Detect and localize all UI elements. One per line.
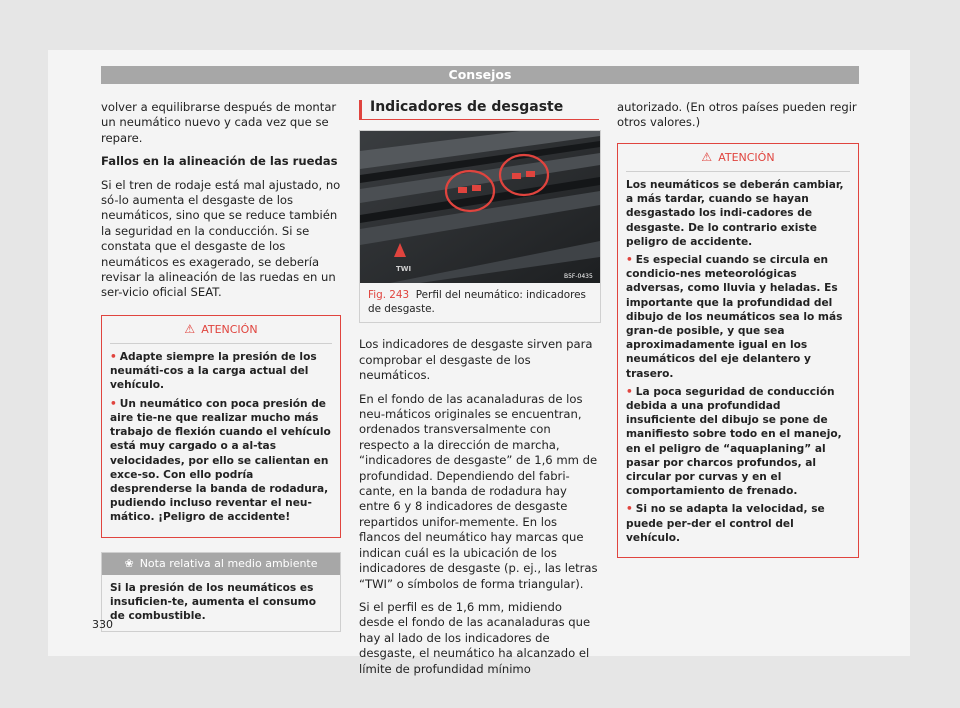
warning-item: • Un neumático con poca presión de aire tie-ne que realizar mucho más trabajo de flexión cuando el vehículo está muy cargado o a al-tas velocidades, por ello se calientan en exce-so. Con ello podría desprenderse la banda de rodadura, pudiendo incluso reventar el neu-mático. ¡Peligro de accidente! <box>110 397 331 524</box>
figure-caption: Fig. 243 Perfil del neumático: indicadores de desgaste. <box>368 289 586 315</box>
warning-item: Los neumáticos se deberán cambiar, a más tardar, cuando se hayan desgastado los indi-cadores de desgaste. De lo contrario existe peligro de accidente. <box>626 179 844 248</box>
column-right <box>617 100 859 558</box>
paragraph: En el fondo de las acanaladuras de los neu-máticos originales se encuentran, ordenados transversalmente con respecto a la dirección de marcha, “indicadores de desgaste” de 1,6 mm de profundidad. Dependiendo del fabri-cante, en la banda de rodadura hay entre 6 y 8 indicadores de desgaste repartidos unifor-memente. En los flancos del neumático hay marcas que indican cuál es la ubicación de los indicadores de desgaste (p. ej., las letras “TWI” o símbolos de forma triangular). <box>359 391 598 591</box>
warning-box <box>617 143 859 558</box>
warning-title: ⚠ ATENCIÓN <box>110 316 332 344</box>
warning-item: • Si no se adapta la velocidad, se puede per-der el control del vehículo. <box>626 503 825 544</box>
column-left <box>101 100 341 632</box>
warning-item: • La poca seguridad de conducción debida a una profundidad insuficiente del dibujo se pone de manifiesto sobre todo en el manejo, en el peligro de “aquaplaning” al pasar por charcos profundos, al circular por curvas y en el comportamiento de frenado. <box>626 385 842 498</box>
environment-note-title: ❀ Nota relativa al medio ambiente <box>102 553 340 575</box>
page-number: 330 <box>92 618 113 631</box>
warning-triangle-icon: ⚠ <box>701 149 713 164</box>
twi-mark: TWI <box>396 265 412 274</box>
warning-item: • Adapte siempre la presión de los neumáti-cos a la carga actual del vehículo. <box>110 351 317 392</box>
paragraph: Los indicadores de desgaste sirven para comprobar el desgaste de los neumáticos. <box>359 337 593 383</box>
leaf-icon: ❀ <box>124 556 134 570</box>
paragraph: Si el perfil es de 1,6 mm, midiendo desde el fondo de las acanaladuras que hay al lado de los indicadores de desgaste, el neumático ha alcanzado el límite de profundidad mínimo <box>359 599 591 676</box>
section-heading: Indicadores de desgaste <box>359 100 599 120</box>
warning-item: • Es especial cuando se circula en condicio-nes meteorológicas adversas, como lluvia y heladas. Es importante que la profundidad del dibujo de los neumáticos sea lo más gran-de posible, y que sea aproximadamente igual en los neumáticos del eje delantero y trasero. <box>626 254 843 380</box>
warning-box <box>101 315 341 538</box>
figure <box>359 130 601 323</box>
subheading: Fallos en la alineación de las ruedas <box>101 154 338 169</box>
figure-code: B5F-0435 <box>564 273 593 281</box>
intro-text: autorizado. (En otros países pueden regir otros valores.) <box>617 100 857 130</box>
environment-note-box <box>101 552 341 633</box>
intro-text: volver a equilibrarse después de montar un neumático nuevo y cada vez que se repare. <box>101 100 337 145</box>
warning-title: ⚠ ATENCIÓN <box>626 144 850 172</box>
section-header: Consejos <box>101 66 859 84</box>
paragraph: Si el tren de rodaje está mal ajustado, no só-lo aumenta el desgaste de los neumáticos, sino que se reduce también la seguridad en la conducción. Si se constata que el desgaste de los neumáticos es exagerado, se debería revisar la alineación de las ruedas en un ser-vicio oficial SEAT. <box>101 177 341 300</box>
column-middle <box>359 100 599 685</box>
tire-tread-photo <box>360 131 600 283</box>
environment-note-text: Si la presión de los neumáticos es insuficien-te, aumenta el consumo de combustible. <box>110 581 316 623</box>
warning-triangle-icon: ⚠ <box>184 321 196 336</box>
